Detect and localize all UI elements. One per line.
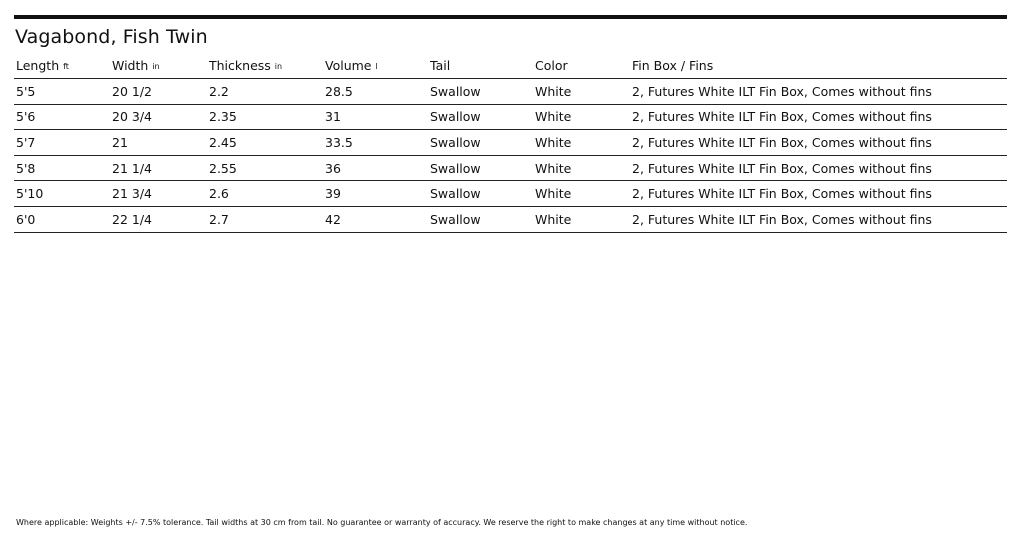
cell-length: 6'0 [16,211,36,227]
cell-thickness: 2.35 [209,109,237,125]
cell-tail: Swallow [430,109,481,125]
cell-color: White [535,134,572,150]
column-header-thickness: Thickness in [209,58,283,73]
cell-length: 5'5 [16,83,36,99]
cell-volume: 33.5 [325,134,353,150]
cell-tail: Swallow [430,160,481,176]
column-header-tail: Tail [430,58,451,73]
cell-width: 20 1/2 [112,83,152,99]
cell-tail: Swallow [430,83,481,99]
column-header-color: Color [535,58,568,73]
cell-width: 22 1/4 [112,211,152,227]
table-row [14,79,1007,105]
spec-table [14,53,1007,233]
cell-thickness: 2.7 [209,211,229,227]
cell-volume: 31 [325,109,341,125]
cell-length: 5'10 [16,186,44,202]
column-header-width: Width in [112,58,160,73]
cell-length: 5'8 [16,160,36,176]
cell-fins: 2, Futures White ILT Fin Box, Comes without fins [632,109,932,125]
cell-volume: 36 [325,160,341,176]
cell-thickness: 2.55 [209,160,237,176]
cell-thickness: 2.6 [209,186,229,202]
cell-volume: 42 [325,211,341,227]
cell-color: White [535,160,572,176]
cell-fins: 2, Futures White ILT Fin Box, Comes without fins [632,134,932,150]
cell-thickness: 2.45 [209,134,237,150]
column-header-length: Length ft [16,58,69,73]
cell-length: 5'7 [16,134,36,150]
table-row [14,181,1007,207]
cell-thickness: 2.2 [209,83,229,99]
disclaimer-footnote: Where applicable: Weights +/- 7.5% tolerance. Tail widths at 30 cm from tail. No guarantee or warranty of accuracy. We reserve the right to make changes at any time without notice. [16,518,748,527]
column-header-fins: Fin Box / Fins [632,58,714,73]
cell-fins: 2, Futures White ILT Fin Box, Comes without fins [632,160,932,176]
column-header-volume: Volume l [325,58,378,73]
cell-color: White [535,109,572,125]
cell-fins: 2, Futures White ILT Fin Box, Comes without fins [632,83,932,99]
cell-color: White [535,211,572,227]
cell-volume: 28.5 [325,83,353,99]
table-row [14,207,1007,233]
cell-tail: Swallow [430,186,481,202]
cell-length: 5'6 [16,109,36,125]
cell-color: White [535,83,572,99]
cell-tail: Swallow [430,211,481,227]
table-row [14,105,1007,131]
cell-width: 21 1/4 [112,160,152,176]
cell-width: 21 [112,134,128,150]
table-row [14,130,1007,156]
cell-fins: 2, Futures White ILT Fin Box, Comes without fins [632,211,932,227]
cell-width: 21 3/4 [112,186,152,202]
top-rule [14,15,1007,19]
table-row [14,156,1007,182]
cell-fins: 2, Futures White ILT Fin Box, Comes without fins [632,186,932,202]
cell-color: White [535,186,572,202]
cell-volume: 39 [325,186,341,202]
cell-tail: Swallow [430,134,481,150]
page-title: Vagabond, Fish Twin [15,26,208,48]
cell-width: 20 3/4 [112,109,152,125]
table-header-row [14,53,1007,79]
